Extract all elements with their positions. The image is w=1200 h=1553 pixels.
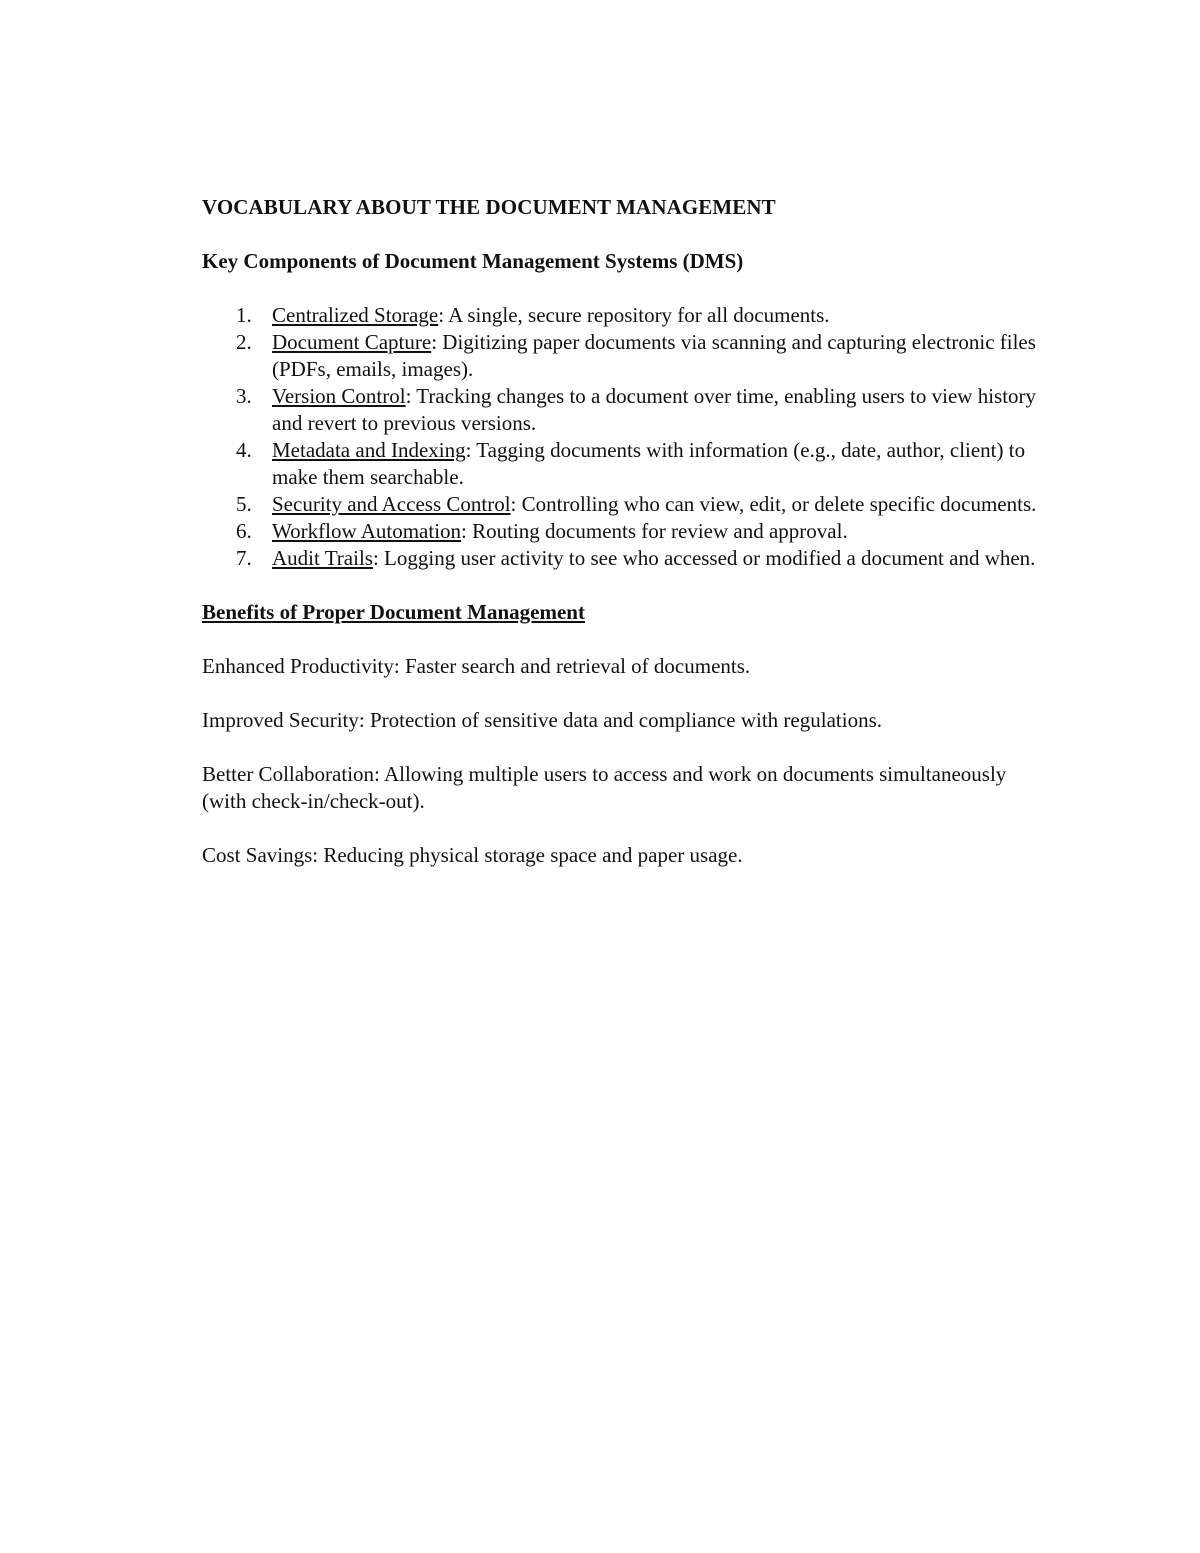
list-item-description: : Routing documents for review and approval. bbox=[461, 519, 848, 543]
list-item-description: : Tracking changes to a document over time, enabling users to view history and revert to previous versions. bbox=[272, 384, 1037, 435]
list-item-description: : Tagging documents with information (e.g., date, author, client) to make them searchable. bbox=[272, 438, 1026, 489]
list-item bbox=[202, 545, 1042, 572]
list-item bbox=[202, 437, 1042, 491]
list-item-number: 5. bbox=[236, 492, 252, 516]
benefits-heading: Benefits of Proper Document Management bbox=[202, 600, 585, 624]
document-page bbox=[202, 194, 1042, 869]
list-item-description: : Controlling who can view, edit, or delete specific documents. bbox=[510, 492, 1037, 516]
benefit-paragraph: Better Collaboration: Allowing multiple users to access and work on documents simultaneously (with check-in/check-out). bbox=[202, 762, 1007, 813]
list-item-term: Security and Access Control bbox=[272, 492, 511, 516]
list-item-description: : A single, secure repository for all documents. bbox=[438, 303, 830, 327]
list-item-number: 3. bbox=[236, 384, 252, 408]
components-heading: Key Components of Document Management Systems (DMS) bbox=[202, 249, 744, 273]
list-item bbox=[202, 518, 1042, 545]
list-item-term: Workflow Automation bbox=[272, 519, 462, 543]
list-item-term: Metadata and Indexing bbox=[272, 438, 466, 462]
document-title: VOCABULARY ABOUT THE DOCUMENT MANAGEMENT bbox=[202, 195, 776, 219]
list-item-number: 6. bbox=[236, 519, 252, 543]
list-item-term: Version Control bbox=[272, 384, 406, 408]
list-item-term: Audit Trails bbox=[272, 546, 373, 570]
list-item-number: 4. bbox=[236, 438, 252, 462]
list-item bbox=[202, 491, 1042, 518]
list-item-description: : Digitizing paper documents via scanning and capturing electronic files (PDFs, emails, images). bbox=[272, 330, 1036, 381]
list-item-term: Centralized Storage bbox=[272, 303, 439, 327]
list-item-number: 2. bbox=[236, 330, 252, 354]
benefit-paragraph: Cost Savings: Reducing physical storage space and paper usage. bbox=[202, 843, 743, 867]
list-item-number: 7. bbox=[236, 546, 252, 570]
components-list bbox=[202, 302, 1042, 572]
list-item bbox=[202, 329, 1042, 383]
list-item bbox=[202, 302, 1042, 329]
benefits-section bbox=[202, 653, 1042, 869]
list-item-description: : Logging user activity to see who accessed or modified a document and when. bbox=[372, 546, 1036, 570]
benefit-paragraph: Enhanced Productivity: Faster search and retrieval of documents. bbox=[202, 654, 751, 678]
benefit-paragraph: Improved Security: Protection of sensitive data and compliance with regulations. bbox=[202, 708, 882, 732]
list-item-term: Document Capture bbox=[272, 330, 432, 354]
list-item bbox=[202, 383, 1042, 437]
list-item-number: 1. bbox=[236, 303, 252, 327]
